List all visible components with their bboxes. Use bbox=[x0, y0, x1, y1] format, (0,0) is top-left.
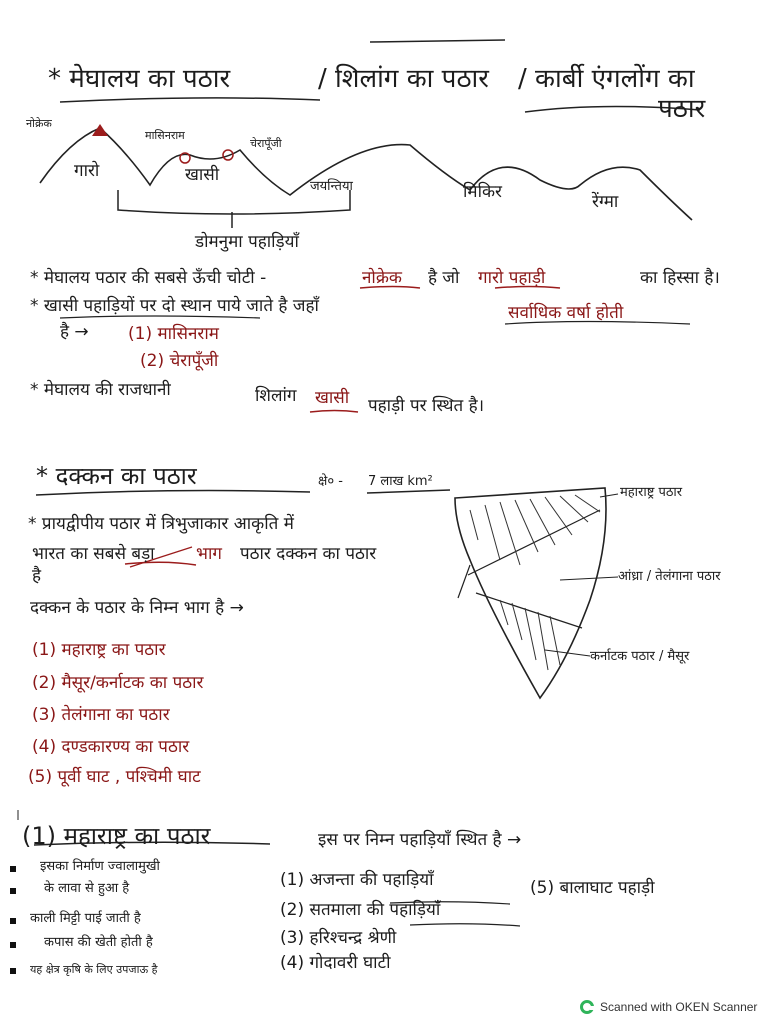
side-note-5: यह क्षेत्र कृषि के लिए उपजाऊ है bbox=[30, 963, 158, 976]
maharashtra-hill-4: (4) गोदावरी घाटी bbox=[280, 953, 391, 973]
line2-max-rain: सर्वाधिक वर्षा होती bbox=[508, 303, 624, 323]
bullet-4 bbox=[10, 942, 16, 948]
maharashtra-hill-2: (2) सतमाला की पहाड़ियाँ bbox=[280, 900, 441, 920]
map-label-andhra: आंध्रा / तेलंगाना पठार bbox=[618, 569, 721, 584]
deccan-area-value: 7 लाख km² bbox=[368, 474, 433, 489]
line1-e: का हिस्सा है। bbox=[640, 268, 720, 288]
scanner-watermark bbox=[580, 998, 757, 1016]
deccan-para-2c: पठार दक्कन का पठार bbox=[240, 544, 377, 564]
line2-a: * खासी पहाड़ियों पर दो स्थान पाये जाते है जहाँ bbox=[30, 296, 319, 316]
deccan-para-1: * प्रायद्वीपीय पठार में त्रिभुजाकार आकृति में bbox=[28, 514, 294, 534]
deccan-para-3: है bbox=[32, 566, 42, 586]
bullet-3 bbox=[10, 918, 16, 924]
line1-c: है जो bbox=[428, 268, 460, 288]
line1-nokrek: नोक्रेक bbox=[362, 268, 402, 288]
side-note-1: इसका निर्माण ज्वालामुखी bbox=[40, 859, 160, 874]
map-label-karnataka: कर्नाटक पठार / मैसूर bbox=[590, 649, 690, 664]
hill-rengma: रेंग्मा bbox=[592, 192, 619, 212]
peak-label: नोक्रेक bbox=[26, 117, 52, 130]
side-note-4: कपास की खेती होती है bbox=[44, 935, 153, 950]
deccan-parts-intro: दक्कन के पठार के निम्न भाग है → bbox=[30, 598, 244, 618]
line3-khasi: खासी bbox=[315, 388, 350, 408]
hill-garo: गारो bbox=[74, 161, 100, 181]
bullet-5 bbox=[10, 968, 16, 974]
bullet-1 bbox=[10, 866, 16, 872]
meghalaya-title-2: / शिलांग का पठार bbox=[318, 64, 489, 94]
line3-shillong: शिलांग bbox=[255, 386, 297, 406]
maharashtra-hill-1: (1) अजन्ता की पहाड़ियाँ bbox=[280, 870, 434, 890]
line2-c: है → bbox=[60, 322, 89, 342]
cherrapunji-label: चेरापूँजी bbox=[250, 137, 282, 150]
deccan-para-2b: भाग bbox=[196, 544, 222, 564]
line3-a: * मेघालय की राजधानी bbox=[30, 380, 171, 400]
meghalaya-title-3: / कार्बी एंगलोंग का bbox=[518, 64, 695, 94]
hill-jaintia: जयन्तिया bbox=[310, 179, 353, 194]
bullet-2 bbox=[10, 888, 16, 894]
deccan-para-2a: भारत का सबसे बड़ा bbox=[32, 544, 155, 564]
line1-garo-hills: गारो पहाड़ी bbox=[478, 268, 546, 288]
maharashtra-intro: इस पर निम्न पहाड़ियाँ स्थित है → bbox=[318, 830, 522, 850]
mawsynram-label: मासिनराम bbox=[145, 129, 185, 142]
scanner-text: Scanned with OKEN Scanner bbox=[600, 1000, 758, 1014]
dome-hills-label: डोमनुमा पहाड़ियाँ bbox=[195, 232, 299, 252]
meghalaya-title-1: * मेघालय का पठार bbox=[48, 64, 231, 94]
deccan-part-3: (3) तेलंगाना का पठार bbox=[32, 705, 170, 725]
deccan-area-label: क्षे० - bbox=[318, 474, 343, 489]
maharashtra-hill-3: (3) हरिश्चन्द्र श्रेणी bbox=[280, 928, 397, 948]
side-note-3: काली मिट्टी पाई जाती है bbox=[30, 911, 141, 926]
meghalaya-title-4: पठार bbox=[658, 94, 706, 124]
side-note-2: के लावा से हुआ है bbox=[44, 881, 130, 896]
line1-a: * मेघालय पठार की सबसे ऊँची चोटी - bbox=[30, 268, 267, 288]
maharashtra-title: (1) महाराष्ट्र का पठार bbox=[22, 822, 211, 850]
rain-place-1: (1) मासिनराम bbox=[128, 324, 219, 344]
maharashtra-hill-5: (5) बालाघाट पहाड़ी bbox=[530, 878, 655, 898]
deccan-title: * दक्कन का पठार bbox=[36, 462, 197, 490]
deccan-part-4: (4) दण्डकारण्य का पठार bbox=[32, 737, 190, 757]
line3-d: पहाड़ी पर स्थित है। bbox=[368, 396, 485, 416]
rain-place-2: (2) चेरापूँजी bbox=[140, 351, 219, 371]
map-label-maharashtra: महाराष्ट्र पठार bbox=[620, 485, 683, 500]
oken-scanner-logo-icon bbox=[580, 1000, 594, 1014]
hill-khasi: खासी bbox=[185, 165, 220, 185]
deccan-part-5: (5) पूर्वी घाट , पश्चिमी घाट bbox=[28, 767, 201, 787]
deccan-part-2: (2) मैसूर/कर्नाटक का पठार bbox=[32, 673, 204, 693]
deccan-part-1: (1) महाराष्ट्र का पठार bbox=[32, 640, 166, 660]
hill-mikir: मिकिर bbox=[463, 182, 502, 202]
